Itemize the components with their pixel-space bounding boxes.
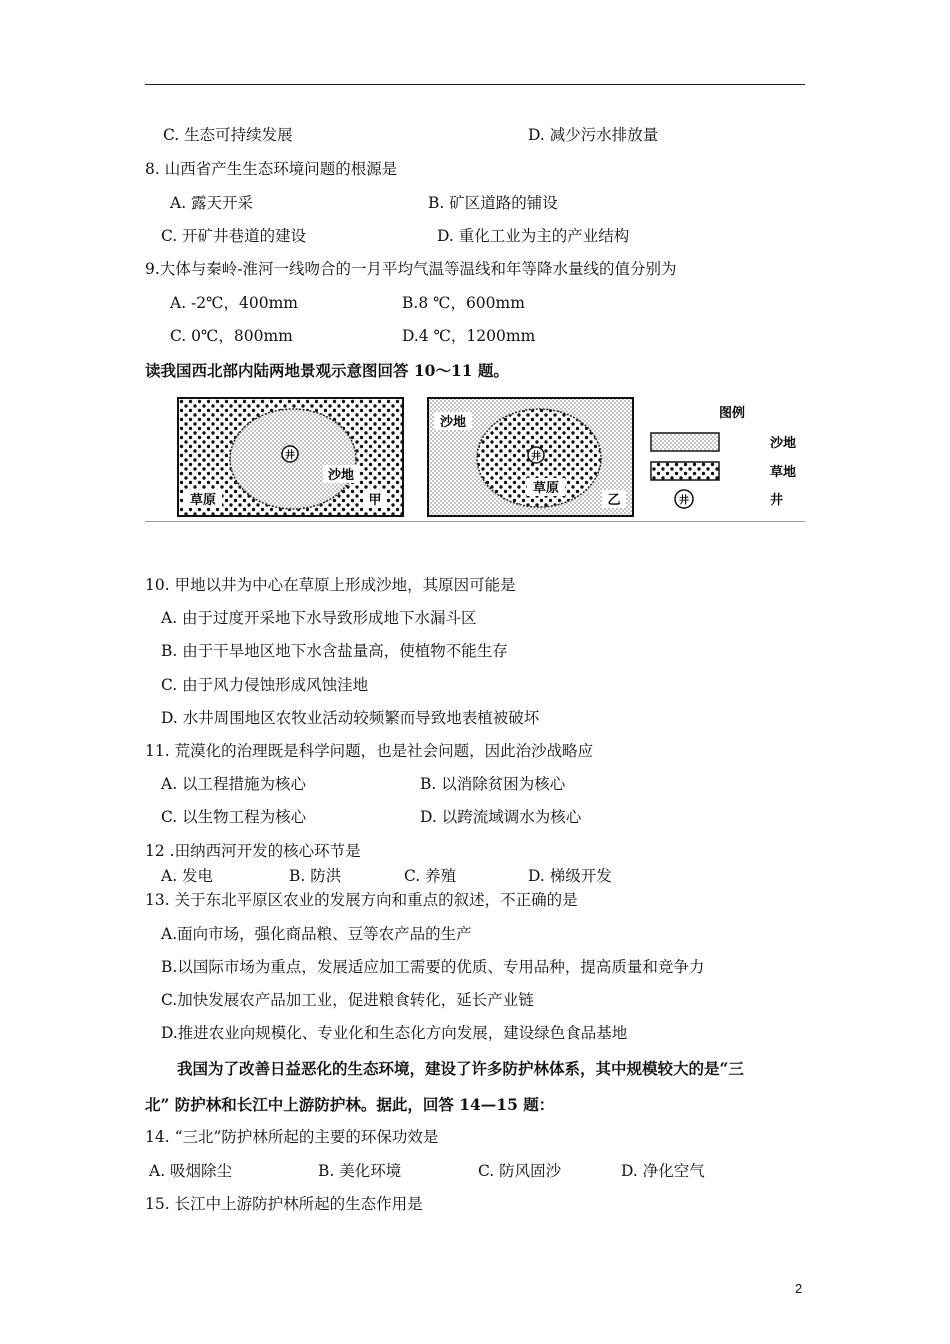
legend-sand-swatch bbox=[651, 433, 719, 451]
q9-option-b: B.8 ℃，600mm bbox=[402, 294, 525, 312]
jia-well-symbol: 井 bbox=[285, 450, 295, 462]
intro-14-15-line1: 我国为了改善日益恶化的生态环境，建设了许多防护林体系，其中规模较大的是“三 bbox=[177, 1059, 744, 1078]
q13-option-a: A.面向市场，强化商品粮、豆等农产品的生产 bbox=[161, 925, 472, 943]
q13-option-b: B.以国际市场为重点，发展适应加工需要的优质、专用品种，提高质量和竞争力 bbox=[161, 958, 705, 976]
q8-stem: 8. 山西省产生生态环境问题的根源是 bbox=[145, 160, 398, 178]
yi-outer-label: 沙地 bbox=[439, 415, 467, 430]
q14-option-d: D. 净化空气 bbox=[621, 1162, 705, 1180]
q8-option-a: A. 露天开采 bbox=[170, 194, 254, 212]
legend-title: 图例 bbox=[718, 406, 746, 421]
yi-well-symbol: 井 bbox=[531, 451, 541, 463]
legend bbox=[651, 405, 796, 508]
panel-jia bbox=[178, 398, 403, 516]
q11-option-b: B. 以消除贫困为核心 bbox=[420, 775, 566, 793]
q10-option-b: B. 由于干旱地区地下水含盐量高，使植物不能生存 bbox=[161, 642, 508, 660]
q12-option-a: A. 发电 bbox=[161, 867, 214, 885]
jia-name: 甲 bbox=[368, 493, 382, 508]
yi-name: 乙 bbox=[607, 493, 621, 508]
option-d-top: D. 减少污水排放量 bbox=[528, 126, 659, 144]
q12-option-b: B. 防洪 bbox=[289, 867, 342, 885]
q10-option-c: C. 由于风力侵蚀形成风蚀洼地 bbox=[161, 676, 369, 694]
q11-option-c: C. 以生物工程为核心 bbox=[161, 808, 307, 826]
q11-stem: 11. 荒漠化的治理既是科学问题，也是社会问题，因此治沙战略应 bbox=[145, 742, 594, 760]
yi-center-label: 草原 bbox=[532, 481, 560, 496]
jia-center-label: 沙地 bbox=[327, 468, 355, 483]
q14-option-a: A. 吸烟除尘 bbox=[149, 1162, 233, 1180]
q15-stem: 15. 长江中上游防护林所起的生态作用是 bbox=[145, 1195, 423, 1213]
q10-option-a: A. 由于过度开采地下水导致形成地下水漏斗区 bbox=[161, 609, 477, 627]
q9-stem: 9.大体与秦岭-淮河一线吻合的一月平均气温等温线和年等降水量线的值分别为 bbox=[145, 260, 677, 278]
legend-grass-swatch bbox=[651, 462, 719, 480]
q12-option-c: C. 养殖 bbox=[404, 867, 457, 885]
q9-option-a: A. -2℃，400mm bbox=[170, 294, 298, 312]
panel-yi bbox=[428, 398, 633, 516]
page-number: 2 bbox=[795, 1281, 803, 1296]
q10-stem: 10. 甲地以井为中心在草原上形成沙地，其原因可能是 bbox=[145, 576, 516, 594]
q8-option-b: B. 矿区道路的铺设 bbox=[428, 194, 558, 212]
q9-option-d: D.4 ℃，1200mm bbox=[402, 327, 536, 345]
legend-well-label: 井 bbox=[770, 493, 784, 508]
q13-option-c: C.加快发展农产品加工业，促进粮食转化，延长产业链 bbox=[161, 991, 534, 1009]
intro-14-15-line2: 北” 防护林和长江中上游防护林。据此，回答 14—15 题： bbox=[145, 1095, 555, 1114]
q8-option-d: D. 重化工业为主的产业结构 bbox=[437, 227, 630, 245]
q10-option-d: D. 水井周围地区农牧业活动较频繁而导致地表植被破坏 bbox=[161, 709, 540, 727]
intro-10-11: 读我国西北部内陆两地景观示意图回答 10～11 题。 bbox=[145, 361, 509, 380]
jia-outer-label: 草原 bbox=[189, 493, 217, 508]
legend-grass-label: 草地 bbox=[770, 465, 797, 480]
q13-option-d: D.推进农业向规模化、专业化和生态化方向发展，建设绿色食品基地 bbox=[161, 1024, 628, 1042]
q14-stem: 14. “三北”防护林所起的主要的环保功效是 bbox=[145, 1128, 439, 1146]
q14-option-b: B. 美化环境 bbox=[318, 1162, 402, 1180]
q14-option-c: C. 防风固沙 bbox=[478, 1162, 562, 1180]
legend-well-icon bbox=[675, 490, 693, 508]
q12-stem: 12 .田纳西河开发的核心环节是 bbox=[145, 842, 361, 860]
yi-well-icon bbox=[528, 447, 544, 463]
header-rule bbox=[145, 84, 805, 85]
q13-stem: 13. 关于东北平原区农业的发展方向和重点的叙述，不正确的是 bbox=[145, 891, 578, 909]
figure-rule bbox=[145, 521, 805, 522]
q9-option-c: C. 0℃，800mm bbox=[170, 327, 293, 345]
jia-well-icon bbox=[282, 446, 298, 462]
q11-option-d: D. 以跨流域调水为核心 bbox=[420, 808, 582, 826]
landscape-figure bbox=[170, 390, 810, 522]
q12-option-d: D. 梯级开发 bbox=[528, 867, 612, 885]
q11-option-a: A. 以工程措施为核心 bbox=[161, 775, 307, 793]
legend-sand-label: 沙地 bbox=[770, 436, 797, 451]
legend-well-symbol: 井 bbox=[679, 495, 689, 507]
q8-option-c: C. 开矿井巷道的建设 bbox=[161, 227, 307, 245]
option-c-top: C. 生态可持续发展 bbox=[163, 126, 293, 144]
